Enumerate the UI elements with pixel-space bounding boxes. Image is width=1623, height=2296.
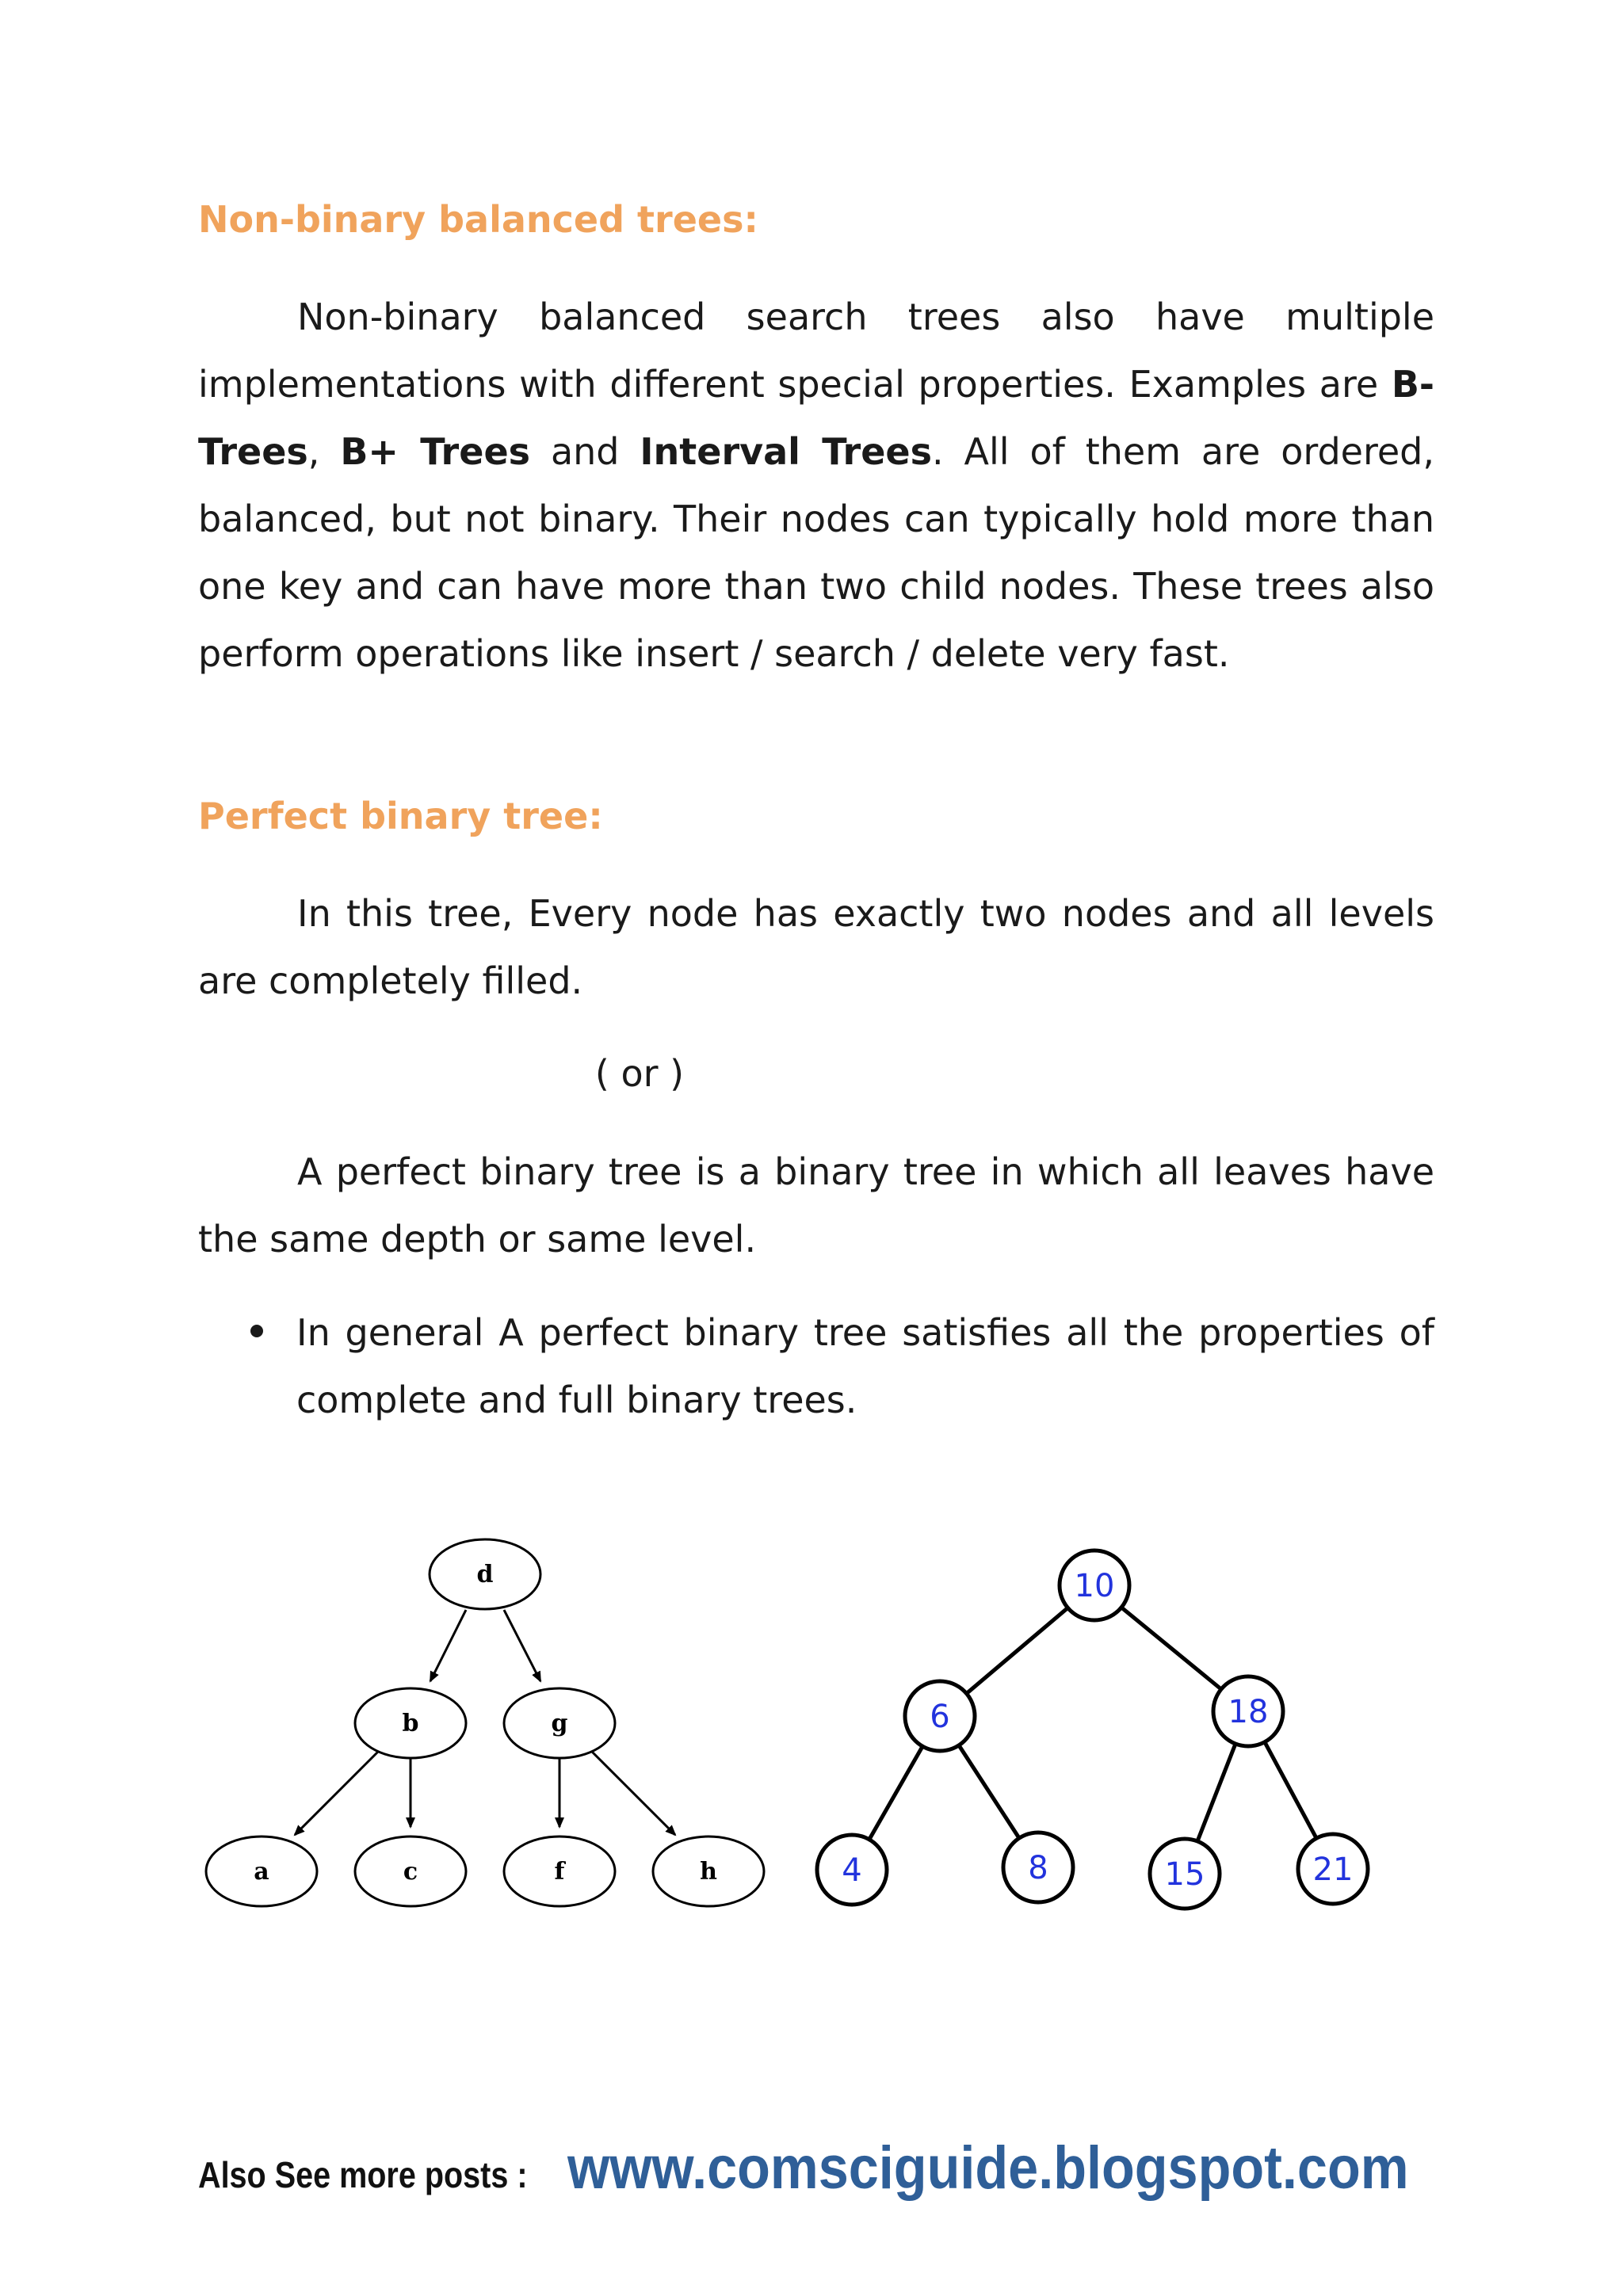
node-label-15: 15 [1164, 1856, 1205, 1893]
node-label-4: 4 [842, 1852, 862, 1889]
node-label-18: 18 [1228, 1694, 1269, 1730]
para-text-2: . All of them are ordered, balanced, but not binary. Their nodes can typically hold more than one key and can have more than two child nodes. These trees also perform operations like insert / search / delete very fast. [198, 430, 1434, 675]
node-label-b: b [402, 1710, 419, 1737]
heading-non-binary-balanced-trees: Non-binary balanced trees: [198, 198, 758, 241]
para-text-perfect-2: A perfect binary tree is a binary tree in which all leaves have the same depth or same level. [198, 1150, 1434, 1261]
node-label-f: f [554, 1858, 565, 1886]
node-label-a: a [254, 1858, 269, 1886]
node-label-c: c [403, 1858, 418, 1886]
node-label-d: d [476, 1561, 494, 1589]
footer-blog-link[interactable]: www.comsciguide.blogspot.com [567, 2134, 1409, 2202]
node-label-g: g [551, 1710, 568, 1737]
para-text-perfect-1: In this tree, Every node has exactly two nodes and all levels are completely filled. [198, 892, 1434, 1002]
node-label-8: 8 [1028, 1850, 1048, 1886]
node-label-6: 6 [930, 1699, 950, 1735]
bullet-item-properties: In general A perfect binary tree satisfies all the properties of complete and full binary trees. [296, 1311, 1434, 1421]
heading-perfect-binary-tree: Perfect binary tree: [198, 795, 603, 837]
node-label-21: 21 [1312, 1852, 1354, 1888]
term-bplus-trees: B+ Trees [340, 430, 531, 473]
para-and: and [530, 430, 640, 473]
node-label-10: 10 [1074, 1568, 1115, 1604]
node-label-h: h [700, 1858, 717, 1886]
or-separator: ( or ) [594, 1052, 685, 1095]
para-comma: , [307, 430, 341, 473]
term-b-trees: B- Trees [198, 363, 1434, 473]
footer-label: Also See more posts : [198, 2154, 528, 2195]
para-text-1: Non-binary balanced search trees also have multiple implementations with different special properties. Examples are [198, 296, 1434, 406]
term-interval-trees: Interval Trees [640, 430, 933, 473]
